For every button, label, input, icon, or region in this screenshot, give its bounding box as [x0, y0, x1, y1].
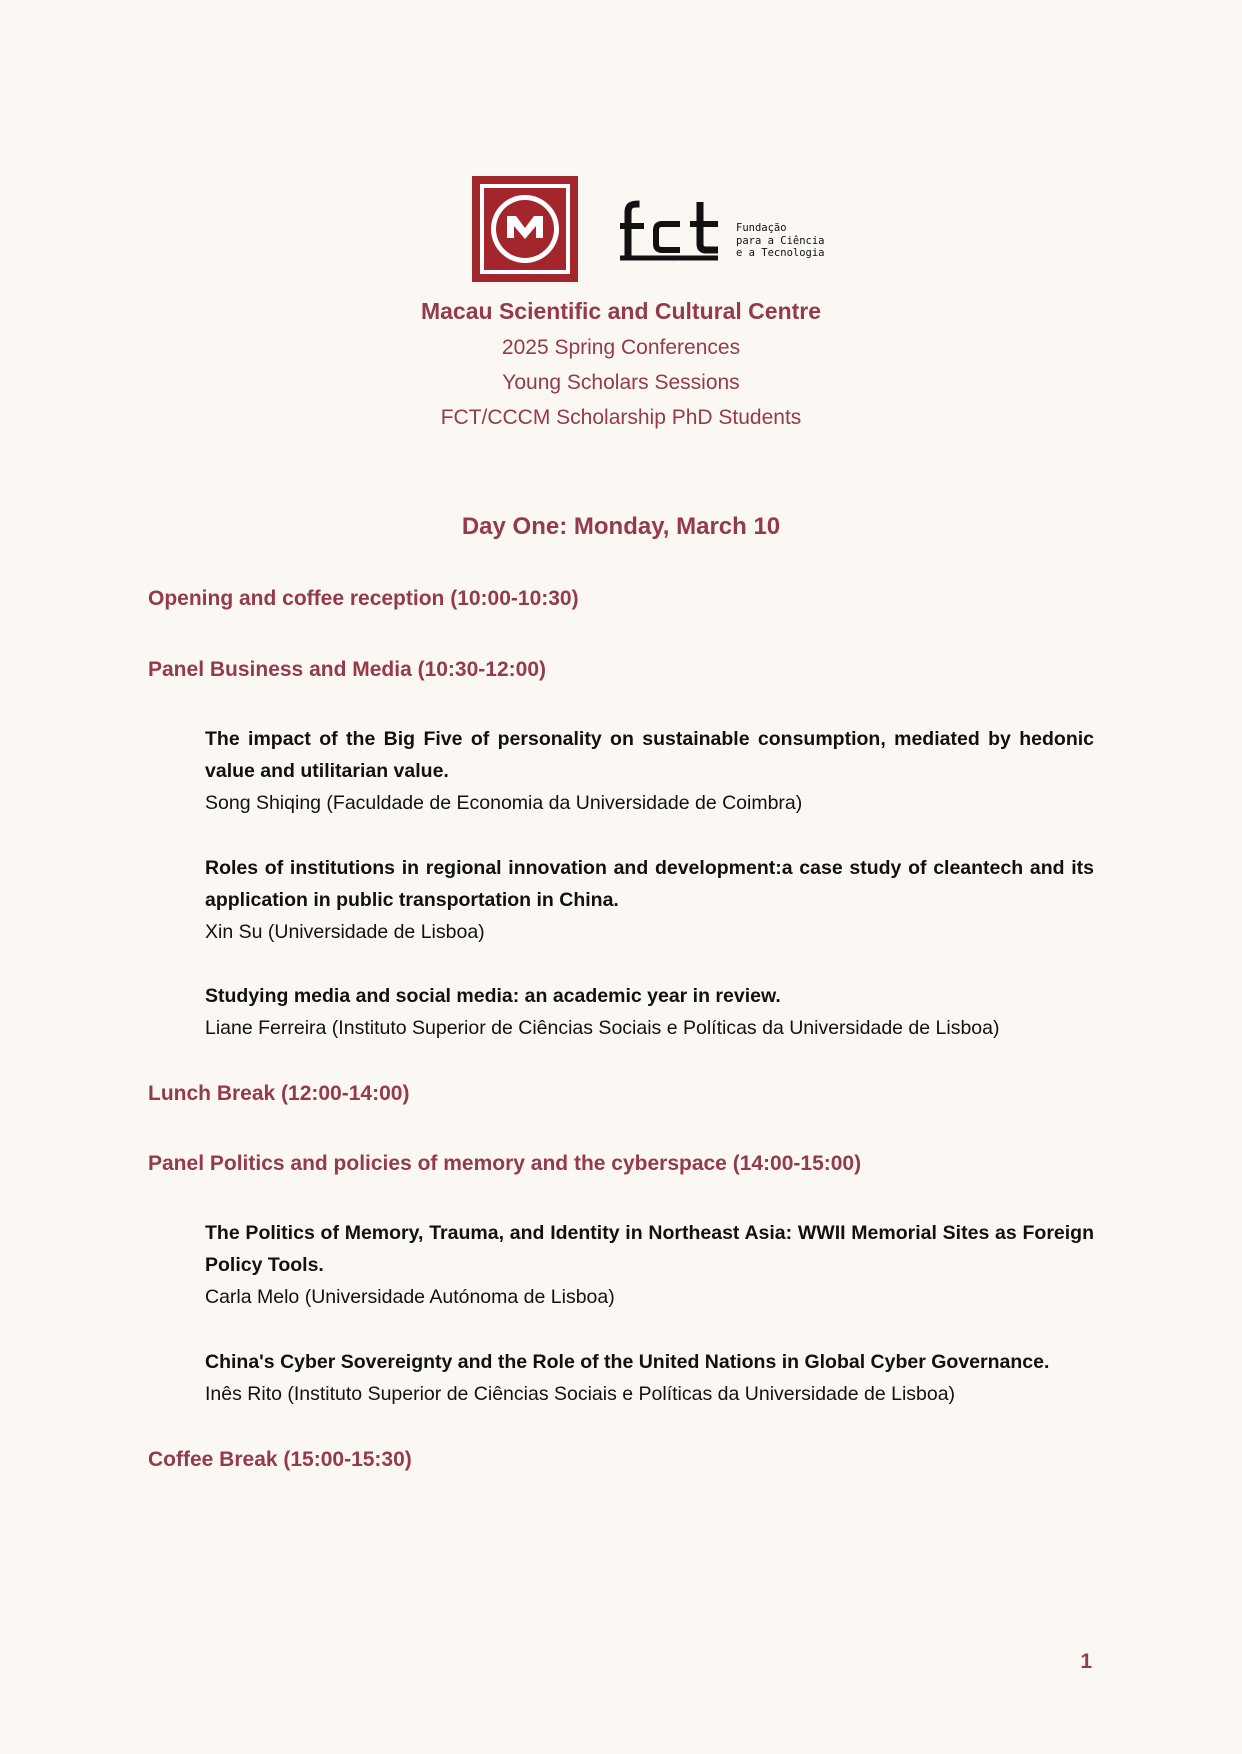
- fct-tagline-line: Fundação: [736, 222, 787, 234]
- talk-item: [205, 980, 1094, 1044]
- fct-tagline: [736, 222, 825, 260]
- svg-text:fct: fct: [673, 263, 675, 264]
- program-name: FCT/CCCM Scholarship PhD Students: [440, 406, 802, 429]
- fct-tagline-line: e a Tecnologia: [736, 247, 825, 259]
- mscc-logo: [472, 176, 578, 282]
- header-logos: [472, 176, 832, 286]
- session-name: Young Scholars Sessions: [502, 371, 740, 394]
- section-panel-politics-memory: Panel Politics and policies of memory and the cyberspace (14:00-15:00): [148, 1152, 862, 1175]
- talk-item: [205, 1217, 1094, 1313]
- section-panel-business-media: Panel Business and Media (10:30-12:00): [148, 658, 546, 681]
- talk-title: China's Cyber Sovereignty and the Role of the United Nations in Global Cyber Governance.: [205, 1351, 1050, 1373]
- day-heading: Day One: Monday, March 10: [461, 513, 781, 540]
- talk-title: The Politics of Memory, Trauma, and Identity in Northeast Asia: WWII Memorial Sites as Foreign Policy Tools.: [205, 1222, 1094, 1276]
- organization-title: Macau Scientific and Cultural Centre: [420, 298, 822, 324]
- section-coffee-break: Coffee Break (15:00-15:30): [148, 1448, 412, 1471]
- talk-item: [205, 1346, 1094, 1410]
- talk-author: Liane Ferreira (Instituto Superior de Ciências Sociais e Políticas da Universidade de Lisboa): [205, 1017, 1000, 1039]
- fct-logo: [618, 194, 824, 264]
- talk-title: The impact of the Big Five of personality on sustainable consumption, mediated by hedonic value and utilitarian value.: [205, 728, 1094, 782]
- section-opening: Opening and coffee reception (10:00-10:30): [148, 587, 579, 610]
- section-lunch-break: Lunch Break (12:00-14:00): [148, 1082, 410, 1105]
- talk-author: Xin Su (Universidade de Lisboa): [205, 921, 485, 943]
- page-number: 1: [1080, 1650, 1092, 1673]
- svg-text:M: M: [524, 274, 526, 275]
- fct-wordmark: [618, 194, 728, 264]
- talk-author: Inês Rito (Instituto Superior de Ciências Sociais e Políticas da Universidade de Lisboa): [205, 1383, 956, 1405]
- talk-item: [205, 852, 1094, 948]
- talk-author: Song Shiqing (Faculdade de Economia da Universidade de Coimbra): [205, 792, 803, 814]
- talk-title: Studying media and social media: an academic year in review.: [205, 985, 781, 1007]
- talk-author: Carla Melo (Universidade Autónoma de Lisboa): [205, 1286, 615, 1308]
- talk-item: [205, 723, 1094, 819]
- talk-title: Roles of institutions in regional innovation and development:a case study of cleantech and its application in public transportation in China.: [205, 857, 1094, 911]
- conference-series: 2025 Spring Conferences: [501, 336, 741, 359]
- fct-tagline-line: para a Ciência: [736, 234, 825, 247]
